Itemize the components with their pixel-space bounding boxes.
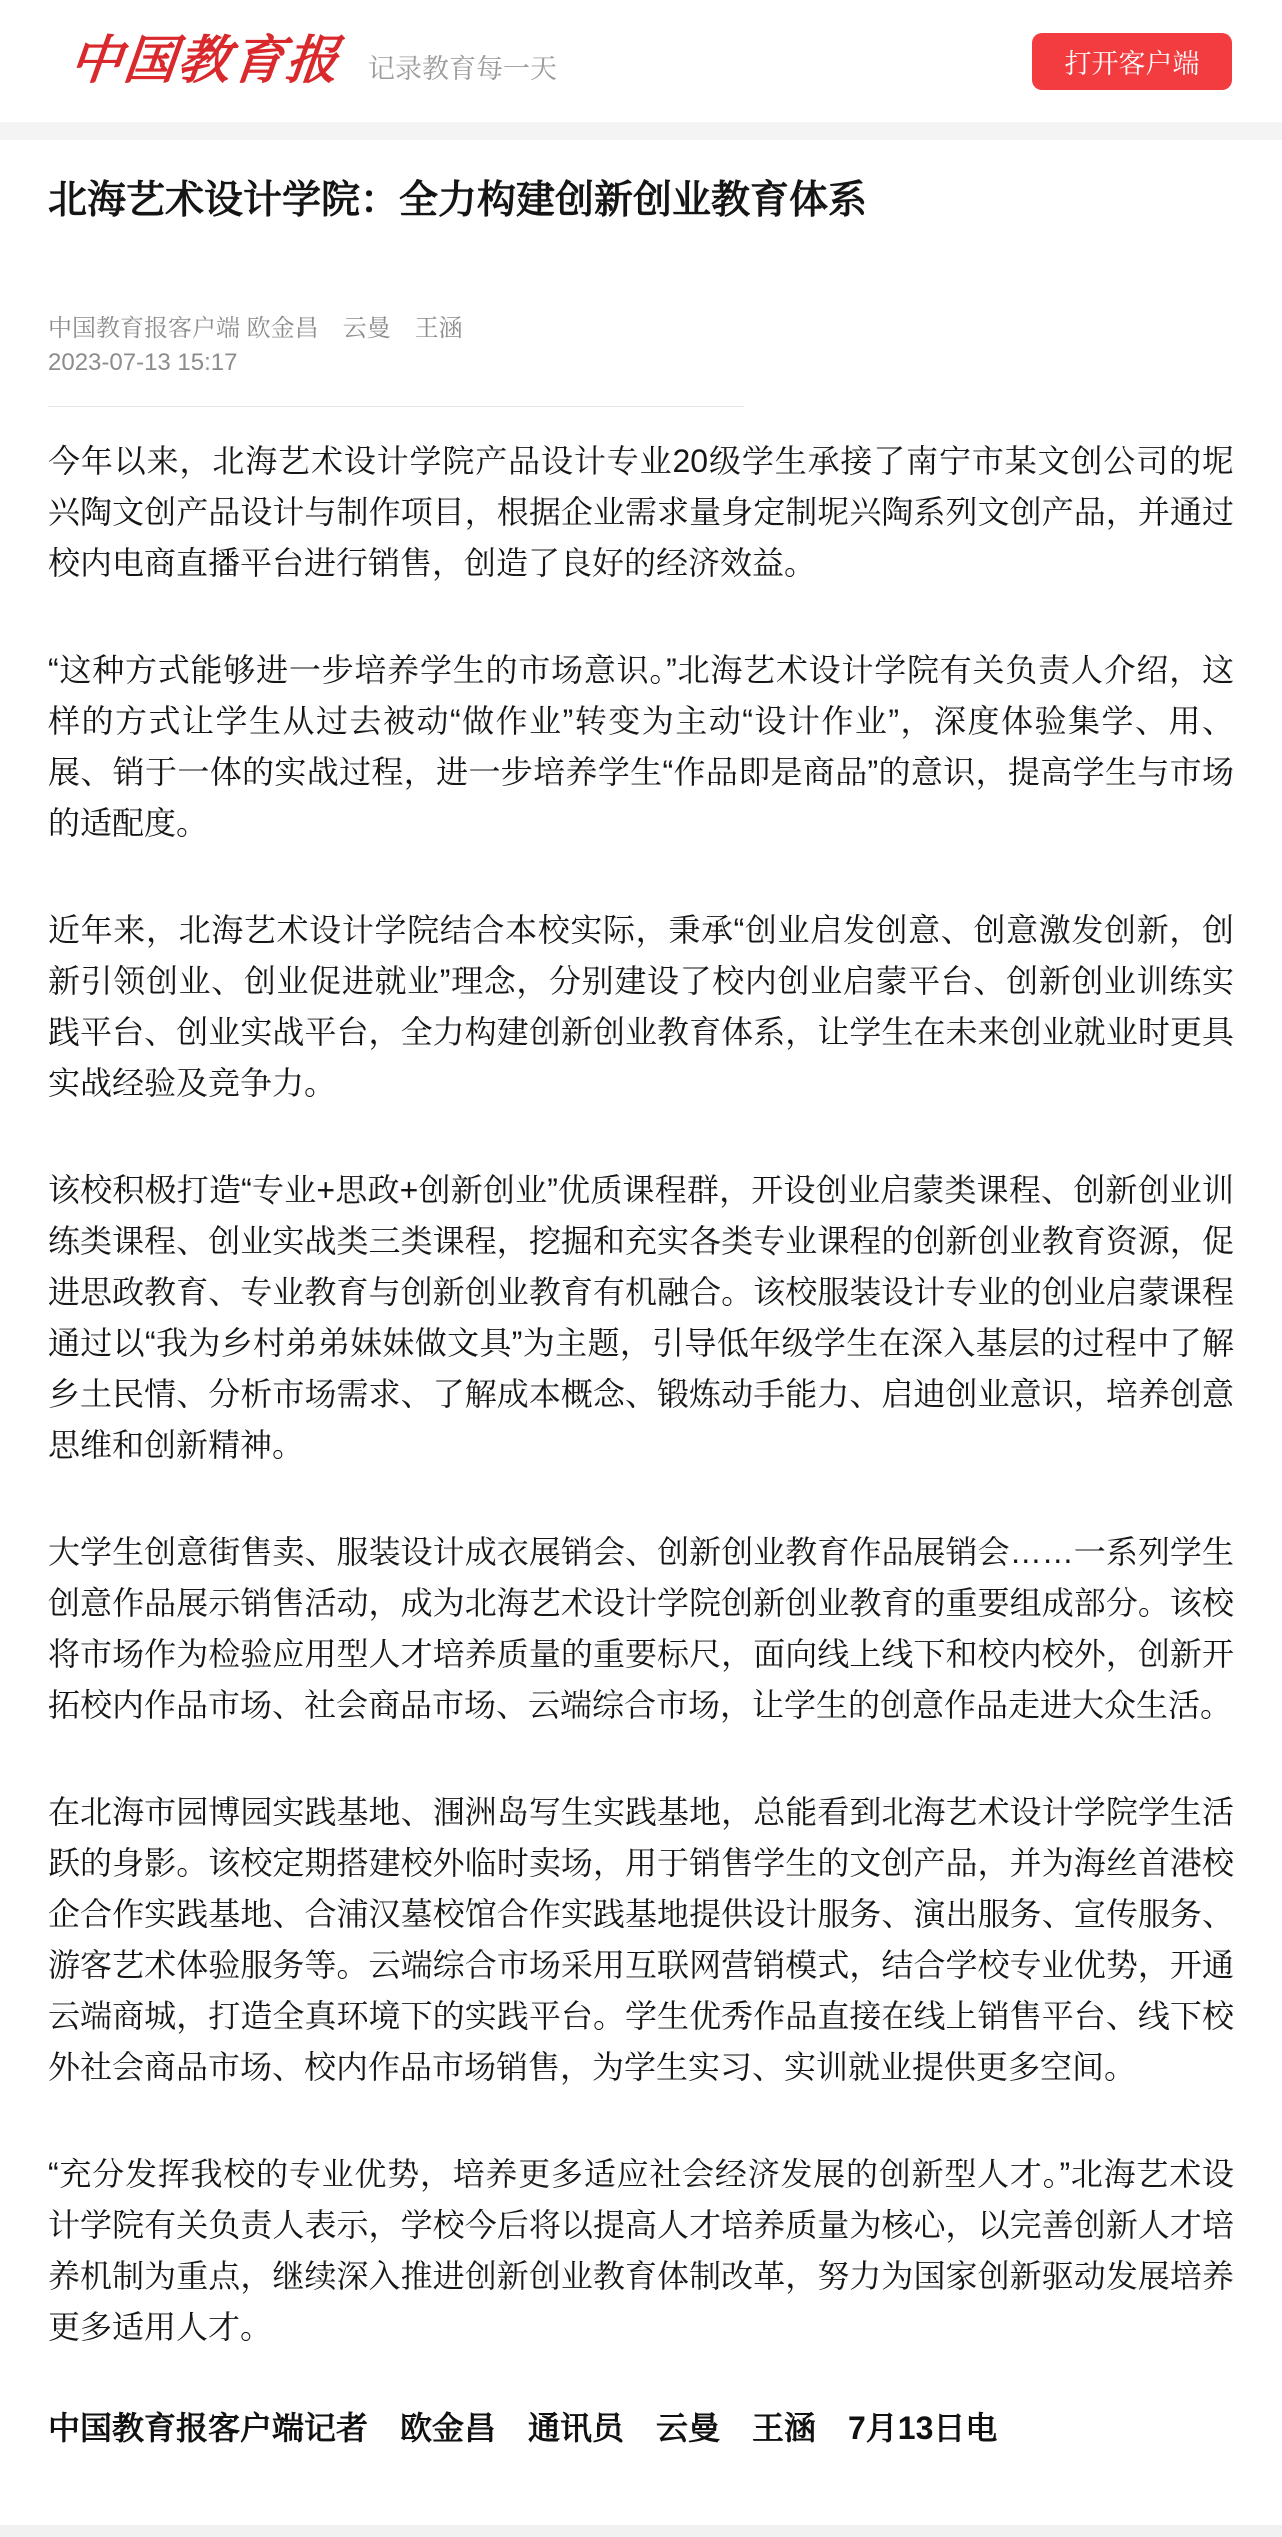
article-paragraph: 大学生创意街售卖、服装设计成衣展销会、创新创业教育作品展销会……一系列学生创意作品展示销售活动，成为北海艺术设计学院创新创业教育的重要组成部分。该校将市场作为检验应用型人才培养质量的重要标尺，面向线上线下和校内校外，创新开拓校内作品市场、社会商品市场、云端综合市场，让学生的创意作品走进大众生活。	[48, 1534, 1234, 1723]
brand[interactable]	[66, 30, 558, 91]
article	[0, 176, 1282, 2525]
article-byline: 中国教育报客户端 欧金昌 云曼 王涵	[48, 315, 463, 342]
china-education-daily-logo[interactable]: 中国教育报	[66, 30, 344, 91]
article-body	[48, 436, 1234, 2353]
app-header	[0, 0, 1282, 122]
article-paragraph: “充分发挥我校的专业优势，培养更多适应社会经济发展的创新型人才。”北海艺术设计学院有关负责人表示，学校今后将以提高人才培养质量为核心，以完善创新人才培养机制为重点，继续深入推进创新创业教育体制改革，努力为国家创新驱动发展培养更多适用人才。	[48, 2156, 1234, 2345]
article-title: 北海艺术设计学院：全力构建创新创业教育体系	[48, 179, 868, 222]
article-paragraph: 该校积极打造“专业+思政+创新创业”优质课程群，开设创业启蒙类课程、创新创业训练类课程、创业实战类三类课程，挖掘和充实各类专业课程的创新创业教育资源，促进思政教育、专业教育与创新创业教育有机融合。该校服装设计专业的创业启蒙课程通过以“我为乡村弟弟妹妹做文具”为主题，引导低年级学生在深入基层的过程中了解乡土民情、分析市场需求、了解成本概念、锻炼动手能力、启迪创业意识，培养创意思维和创新精神。	[48, 1172, 1234, 1463]
byline-divider	[48, 406, 744, 407]
article-paragraph: 今年以来，北海艺术设计学院产品设计专业20级学生承接了南宁市某文创公司的坭兴陶文创产品设计与制作项目，根据企业需求量身定制坭兴陶系列文创产品，并通过校内电商直播平台进行销售，创造了良好的经济效益。	[48, 443, 1234, 581]
open-app-button[interactable]: 打开客户端	[1032, 33, 1232, 90]
article-paragraph: 近年来，北海艺术设计学院结合本校实际，秉承“创业启发创意、创意激发创新，创新引领创业、创业促进就业”理念，分别建设了校内创业启蒙平台、创新创业训练实践平台、创业实战平台，全力构建创新创业教育体系，让学生在未来创业就业时更具实战经验及竞争力。	[48, 912, 1234, 1101]
article-publish-time: 2023-07-13 15:17	[48, 349, 238, 376]
article-meta	[48, 312, 1234, 380]
brand-tagline: 记录教育每一天	[368, 54, 558, 84]
reporter-credit-line: 中国教育报客户端记者 欧金昌 通讯员 云曼 王涵 7月13日电	[48, 2410, 998, 2446]
footer-strip	[0, 2525, 1282, 2537]
header-divider-strip	[0, 122, 1282, 140]
article-paragraph: 在北海市园博园实践基地、涠洲岛写生实践基地，总能看到北海艺术设计学院学生活跃的身影。该校定期搭建校外临时卖场，用于销售学生的文创产品，并为海丝首港校企合作实践基地、合浦汉墓校馆合作实践基地提供设计服务、演出服务、宣传服务、游客艺术体验服务等。云端综合市场采用互联网营销模式，结合学校专业优势，开通云端商城，打造全真环境下的实践平台。学生优秀作品直接在线上销售平台、线下校外社会商品市场、校内作品市场销售，为学生实习、实训就业提供更多空间。	[48, 1794, 1234, 2085]
article-paragraph: “这种方式能够进一步培养学生的市场意识。”北海艺术设计学院有关负责人介绍，这样的方式让学生从过去被动“做作业”转变为主动“设计作业”，深度体验集学、用、展、销于一体的实战过程，进一步培养学生“作品即是商品”的意识，提高学生与市场的适配度。	[48, 652, 1234, 841]
